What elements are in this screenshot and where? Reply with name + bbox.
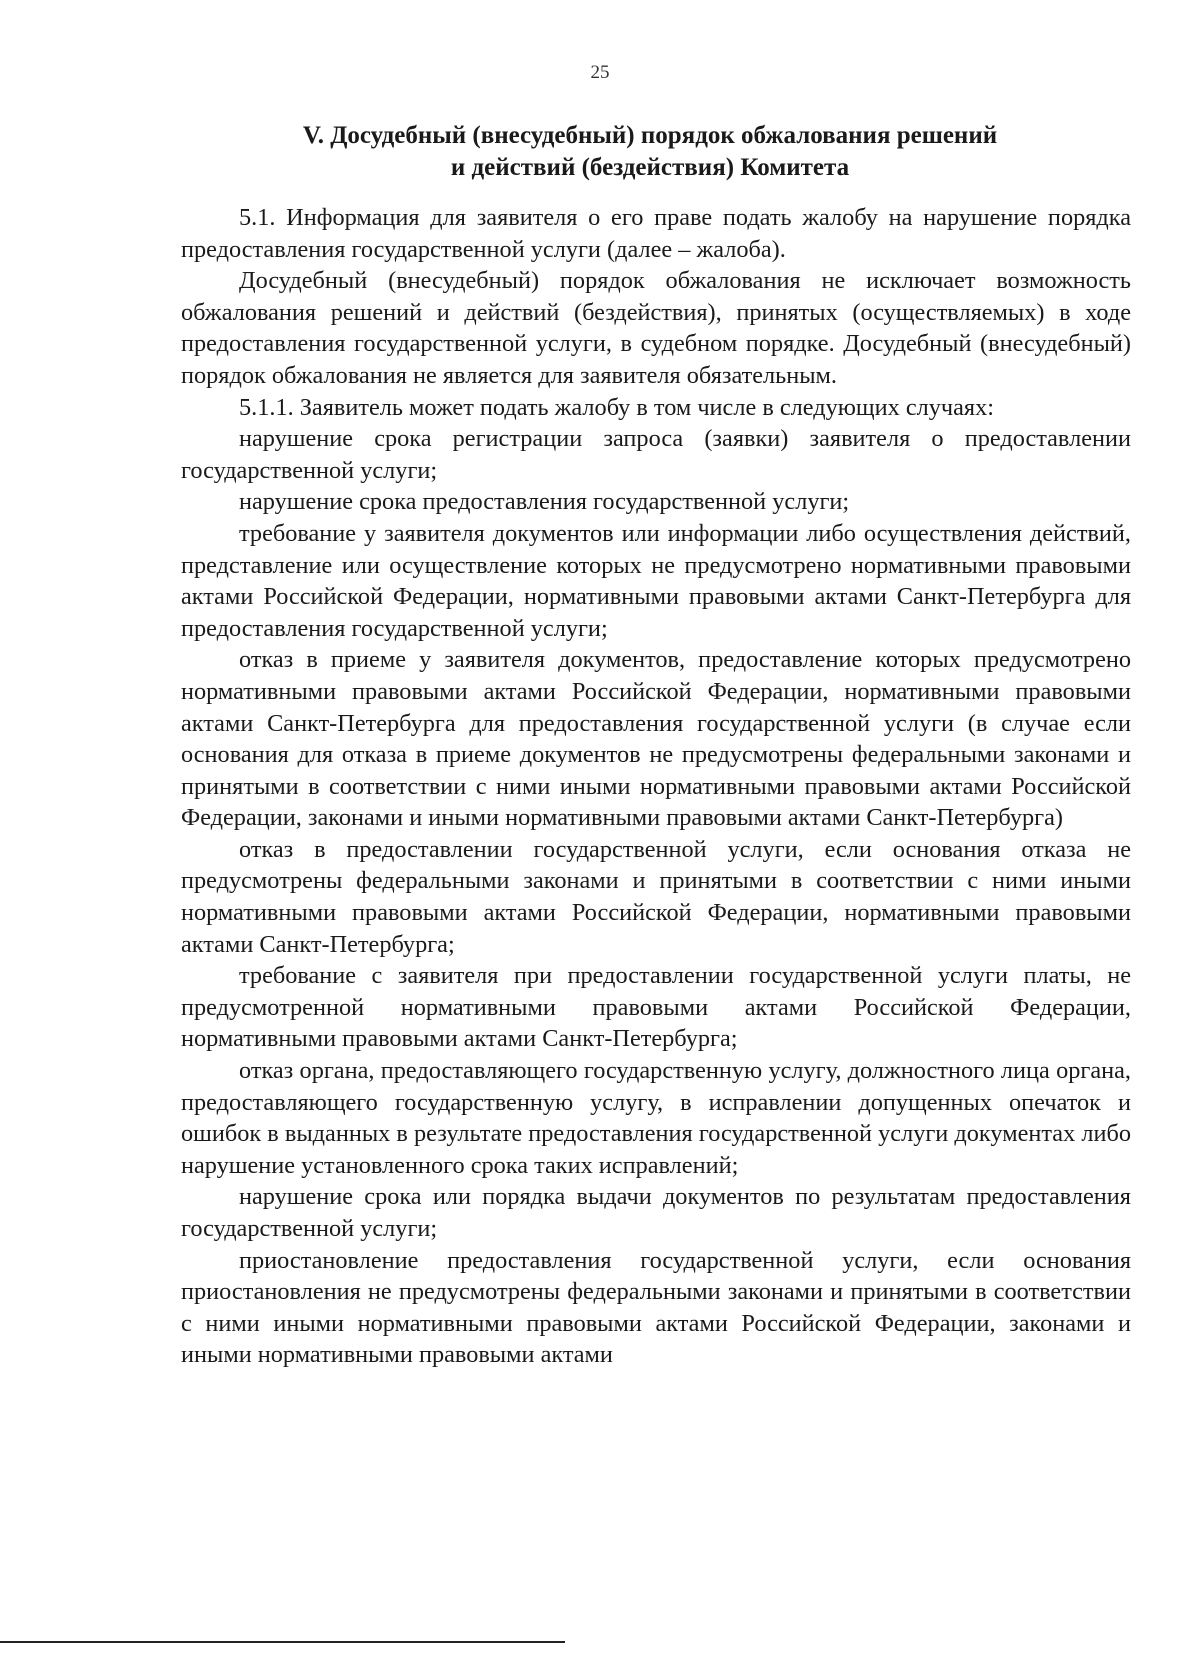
paragraph: отказ в приеме у заявителя документов, предоставление которых предусмотрено нормативными правовыми актами Российской Федерации, нормативными правовыми актами Санкт-Петербурга для предоставления государственной услуги (в случае если основания для отказа в приеме документов не предусмотрены федеральными законами и принятыми в соответствии с ними иными нормативными правовыми актами Российской Федерации, законами и иными нормативными правовыми актами Санкт-Петербурга) bbox=[181, 646, 1131, 832]
scan-edge-rule bbox=[0, 1641, 565, 1643]
paragraph: требование с заявителя при предоставлении государственной услуги платы, не предусмотренной нормативными правовыми актами Российской Федерации, нормативными правовыми актами Санкт-Петербурга; bbox=[181, 962, 1131, 1053]
paragraph: нарушение срока регистрации запроса (заявки) заявителя о предоставлении государственной услуги; bbox=[181, 425, 1131, 484]
paragraph: 5.1.1. Заявитель может подать жалобу в том числе в следующих случаях: bbox=[239, 393, 994, 421]
paragraph: нарушение срока или порядка выдачи документов по результатам предоставления государственной услуги; bbox=[181, 1183, 1131, 1242]
body-text bbox=[181, 202, 1131, 1371]
page-number: 25 bbox=[590, 62, 610, 83]
paragraph: приостановление предоставления государственной услуги, если основания приостановления не предусмотрены федеральными законами и принятыми в соответствии с ними иными нормативными правовыми актами Российской Федерации, законами и иными нормативными правовыми актами bbox=[181, 1246, 1131, 1369]
paragraph: отказ в предоставлении государственной услуги, если основания отказа не предусмотрены федеральными законами и принятыми в соответствии с ними иными нормативными правовыми актами Российской Федерации, нормативными правовыми актами Санкт-Петербурга; bbox=[181, 835, 1131, 958]
section-heading-line-2: и действий (бездействия) Комитета bbox=[450, 154, 850, 181]
paragraph: 5.1. Информация для заявителя о его праве подать жалобу на нарушение порядка предоставления государственной услуги (далее – жалоба). bbox=[181, 204, 1131, 263]
paragraph: отказ органа, предоставляющего государственную услугу, должностного лица органа, предоставляющего государственную услугу, в исправлении допущенных опечаток и ошибок в выданных в результате предоставления государственной услуги документах либо нарушение установленного срока таких исправлений; bbox=[181, 1057, 1131, 1179]
paragraph: нарушение срока предоставления государственной услуги; bbox=[239, 488, 850, 516]
paragraph: требование у заявителя документов или информации либо осуществления действий, представление или осуществление которых не предусмотрено нормативными правовыми актами Российской Федерации, нормативными правовыми актами Санкт-Петербурга для предоставления государственной услуги; bbox=[181, 519, 1131, 642]
paragraph: Досудебный (внесудебный) порядок обжалования не исключает возможность обжалования решений и действий (бездействия), принятых (осуществляемых) в ходе предоставления государственной услуги, в судебном порядке. Досудебный (внесудебный) порядок обжалования не является для заявителя обязательным. bbox=[181, 267, 1131, 389]
section-heading bbox=[180, 120, 1120, 184]
section-heading-line-1: V. Досудебный (внесудебный) порядок обжалования решений bbox=[302, 122, 998, 149]
